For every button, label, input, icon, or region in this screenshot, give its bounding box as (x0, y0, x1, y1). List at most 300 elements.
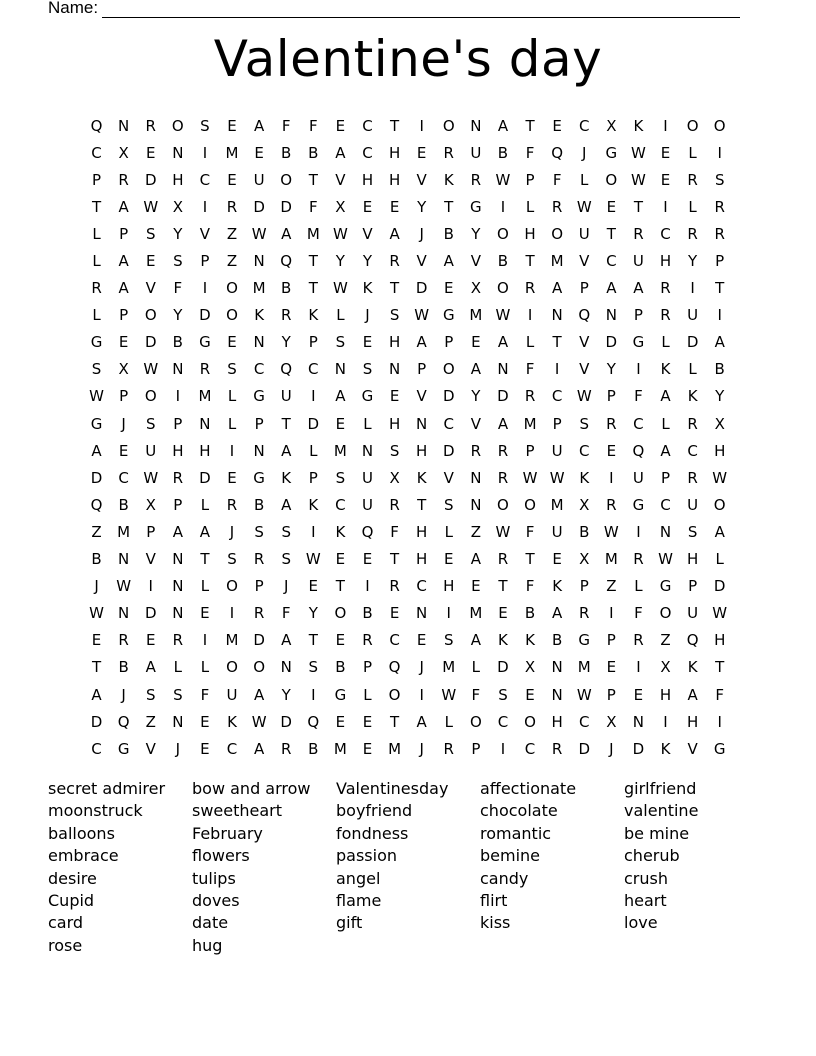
grid-letter[interactable]: R (280, 306, 292, 325)
grid-letter[interactable]: E (362, 712, 373, 731)
grid-letter[interactable]: V (416, 252, 427, 271)
grid-letter[interactable]: X (172, 197, 183, 216)
grid-letter[interactable]: C (660, 224, 671, 243)
grid-letter[interactable]: P (525, 441, 535, 460)
grid-letter[interactable]: X (118, 143, 129, 162)
grid-letter[interactable]: L (525, 197, 535, 216)
grid-letter[interactable]: C (199, 170, 211, 189)
grid-letter[interactable]: T (308, 170, 318, 189)
grid-letter[interactable]: V (470, 414, 481, 433)
grid-letter[interactable]: E (498, 604, 508, 623)
grid-letter[interactable]: Z (226, 252, 238, 271)
grid-letter[interactable]: Q (90, 116, 103, 135)
grid-letter[interactable]: W (522, 468, 538, 487)
grid-letter[interactable]: S (227, 550, 237, 569)
grid-letter[interactable]: A (687, 685, 698, 704)
grid-letter[interactable]: X (524, 658, 536, 677)
grid-letter[interactable]: N (172, 143, 184, 162)
grid-letter[interactable]: J (283, 577, 289, 596)
grid-letter[interactable]: U (145, 441, 157, 460)
grid-letter[interactable]: U (687, 495, 699, 514)
grid-letter[interactable]: I (717, 306, 722, 325)
grid-letter[interactable]: W (576, 685, 592, 704)
grid-letter[interactable]: H (172, 441, 184, 460)
grid-letter[interactable]: N (172, 550, 184, 569)
grid-letter[interactable]: Q (361, 522, 374, 541)
grid-letter[interactable]: Y (417, 197, 427, 216)
grid-letter[interactable]: E (660, 170, 671, 189)
grid-letter[interactable]: U (632, 252, 644, 271)
grid-letter[interactable]: W (549, 468, 565, 487)
grid-letter[interactable]: I (663, 197, 668, 216)
grid-letter[interactable]: W (143, 197, 159, 216)
grid-letter[interactable]: T (525, 116, 535, 135)
grid-letter[interactable]: N (416, 604, 428, 623)
grid-letter[interactable]: H (388, 170, 401, 189)
grid-letter[interactable]: K (525, 631, 535, 650)
grid-letter[interactable]: R (633, 631, 644, 650)
grid-letter[interactable]: K (362, 279, 373, 298)
grid-letter[interactable]: S (254, 522, 264, 541)
grid-letter[interactable]: P (606, 685, 616, 704)
grid-letter[interactable]: O (659, 604, 672, 623)
grid-letter[interactable]: C (362, 116, 373, 135)
grid-letter[interactable]: E (227, 333, 237, 352)
grid-letter[interactable]: X (579, 550, 590, 569)
grid-letter[interactable]: J (582, 143, 587, 162)
grid-letter[interactable]: T (606, 224, 616, 243)
grid-letter[interactable]: R (633, 224, 644, 243)
grid-letter[interactable]: P (146, 522, 156, 541)
grid-letter[interactable]: O (226, 658, 238, 677)
grid-letter[interactable]: Y (688, 252, 698, 271)
grid-letter[interactable]: C (362, 143, 373, 162)
grid-letter[interactable]: T (91, 658, 102, 677)
grid-letter[interactable]: V (443, 468, 454, 487)
grid-letter[interactable]: Y (335, 252, 345, 271)
grid-letter[interactable]: R (443, 739, 454, 758)
grid-letter[interactable]: M (198, 387, 212, 406)
grid-letter[interactable]: B (443, 224, 454, 243)
grid-letter[interactable]: V (199, 224, 211, 243)
grid-letter[interactable]: G (334, 685, 347, 704)
grid-letter[interactable]: E (471, 577, 481, 596)
grid-letter[interactable]: I (311, 522, 316, 541)
grid-letter[interactable]: A (497, 333, 509, 352)
grid-letter[interactable]: F (525, 577, 535, 596)
grid-letter[interactable]: P (606, 387, 616, 406)
grid-letter[interactable]: E (308, 577, 319, 596)
grid-letter[interactable]: L (471, 658, 481, 677)
grid-letter[interactable]: N (253, 441, 265, 460)
grid-letter[interactable]: K (498, 631, 508, 650)
grid-letter[interactable]: X (335, 197, 346, 216)
grid-letter[interactable]: R (497, 550, 509, 569)
grid-letter[interactable]: P (308, 468, 318, 487)
grid-letter[interactable]: S (145, 414, 156, 433)
grid-letter[interactable]: M (333, 739, 347, 758)
grid-letter[interactable]: N (659, 522, 672, 541)
grid-letter[interactable]: X (470, 279, 481, 298)
name-line[interactable] (102, 1, 740, 18)
grid-letter[interactable]: W (576, 197, 592, 216)
grid-letter[interactable]: E (606, 441, 617, 460)
grid-letter[interactable]: L (580, 170, 589, 189)
grid-letter[interactable]: D (442, 441, 455, 460)
grid-letter[interactable]: U (687, 604, 699, 623)
grid-letter[interactable]: I (311, 387, 316, 406)
grid-letter[interactable]: D (199, 468, 211, 487)
grid-letter[interactable]: J (121, 414, 126, 433)
grid-letter[interactable]: J (419, 224, 424, 243)
grid-letter[interactable]: L (200, 658, 210, 677)
grid-letter[interactable]: A (470, 631, 481, 650)
grid-letter[interactable]: P (254, 577, 264, 596)
grid-letter[interactable]: Y (308, 604, 318, 623)
grid-letter[interactable]: M (117, 522, 131, 541)
grid-letter[interactable]: C (389, 631, 400, 650)
grid-letter[interactable]: R (389, 495, 400, 514)
grid-letter[interactable]: F (634, 387, 643, 406)
grid-letter[interactable]: E (335, 550, 346, 569)
grid-letter[interactable]: Y (362, 252, 373, 271)
grid-letter[interactable]: U (361, 495, 373, 514)
grid-letter[interactable]: A (443, 252, 454, 271)
grid-letter[interactable]: L (92, 306, 101, 325)
grid-letter[interactable]: K (660, 360, 671, 379)
grid-letter[interactable]: E (660, 143, 671, 162)
grid-letter[interactable]: H (714, 441, 726, 460)
grid-letter[interactable]: L (444, 712, 453, 731)
grid-letter[interactable]: P (444, 333, 454, 352)
grid-letter[interactable]: R (606, 414, 617, 433)
grid-letter[interactable]: J (365, 306, 370, 325)
grid-letter[interactable]: V (416, 387, 427, 406)
grid-letter[interactable]: W (332, 224, 348, 243)
grid-letter[interactable]: N (118, 116, 130, 135)
grid-letter[interactable]: L (525, 333, 535, 352)
grid-letter[interactable]: C (335, 495, 346, 514)
grid-letter[interactable]: R (199, 360, 211, 379)
grid-letter[interactable]: I (419, 685, 424, 704)
grid-letter[interactable]: N (253, 252, 265, 271)
grid-letter[interactable]: E (471, 333, 481, 352)
grid-letter[interactable]: N (172, 577, 184, 596)
grid-letter[interactable]: H (686, 550, 699, 569)
grid-letter[interactable]: V (335, 170, 346, 189)
grid-letter[interactable]: V (687, 739, 698, 758)
grid-letter[interactable]: C (687, 441, 698, 460)
grid-letter[interactable]: U (632, 468, 644, 487)
grid-letter[interactable]: T (715, 279, 725, 298)
grid-letter[interactable]: K (687, 387, 698, 406)
grid-letter[interactable]: W (631, 170, 646, 189)
grid-letter[interactable]: A (335, 387, 346, 406)
grid-letter[interactable]: S (335, 468, 346, 487)
grid-letter[interactable]: N (172, 604, 184, 623)
grid-letter[interactable]: B (91, 550, 102, 569)
grid-letter[interactable]: L (634, 577, 643, 596)
grid-letter[interactable]: Q (388, 658, 401, 677)
grid-letter[interactable]: F (200, 685, 210, 704)
grid-letter[interactable]: I (500, 739, 506, 758)
grid-letter[interactable]: Z (145, 712, 156, 731)
grid-letter[interactable]: P (173, 495, 183, 514)
grid-letter[interactable]: I (419, 116, 424, 135)
grid-letter[interactable]: J (419, 739, 424, 758)
grid-letter[interactable]: M (388, 739, 402, 758)
grid-letter[interactable]: I (636, 522, 641, 541)
grid-letter[interactable]: A (172, 522, 183, 541)
grid-letter[interactable]: P (715, 252, 725, 271)
grid-letter[interactable]: E (227, 468, 237, 487)
grid-letter[interactable]: M (306, 224, 320, 243)
grid-letter[interactable]: R (687, 170, 698, 189)
grid-letter[interactable]: E (362, 197, 373, 216)
grid-letter[interactable]: S (281, 522, 291, 541)
grid-letter[interactable]: M (225, 143, 239, 162)
grid-letter[interactable]: R (524, 387, 536, 406)
grid-letter[interactable]: Z (606, 577, 617, 596)
grid-letter[interactable]: E (389, 197, 400, 216)
grid-letter[interactable]: R (579, 604, 590, 623)
grid-letter[interactable]: I (202, 197, 208, 216)
grid-letter[interactable]: L (363, 414, 372, 433)
grid-letter[interactable]: C (118, 468, 129, 487)
grid-letter[interactable]: Q (578, 306, 591, 325)
grid-letter[interactable]: U (361, 468, 373, 487)
grid-letter[interactable]: C (91, 143, 102, 162)
grid-letter[interactable]: I (229, 441, 235, 460)
grid-letter[interactable]: S (145, 685, 156, 704)
grid-letter[interactable]: S (91, 360, 102, 379)
grid-letter[interactable]: N (416, 414, 428, 433)
grid-letter[interactable]: D (632, 739, 645, 758)
grid-letter[interactable]: H (659, 685, 672, 704)
grid-letter[interactable]: B (579, 522, 590, 541)
grid-letter[interactable]: A (281, 631, 292, 650)
grid-letter[interactable]: E (552, 550, 562, 569)
grid-letter[interactable]: Q (307, 712, 320, 731)
grid-letter[interactable]: N (253, 333, 265, 352)
grid-letter[interactable]: N (551, 685, 563, 704)
grid-letter[interactable]: E (118, 333, 129, 352)
grid-letter[interactable]: C (91, 739, 102, 758)
grid-letter[interactable]: D (578, 739, 591, 758)
grid-letter[interactable]: C (416, 577, 427, 596)
grid-letter[interactable]: G (117, 739, 130, 758)
grid-letter[interactable]: R (714, 197, 725, 216)
grid-letter[interactable]: R (145, 116, 156, 135)
grid-letter[interactable]: O (442, 360, 455, 379)
grid-letter[interactable]: H (659, 252, 672, 271)
grid-letter[interactable]: R (389, 577, 400, 596)
grid-letter[interactable]: B (118, 495, 129, 514)
grid-letter[interactable]: J (94, 577, 99, 596)
grid-letter[interactable]: Y (173, 306, 183, 325)
grid-letter[interactable]: W (143, 468, 159, 487)
grid-letter[interactable]: J (609, 739, 614, 758)
grid-letter[interactable]: R (497, 441, 509, 460)
grid-letter[interactable]: G (632, 333, 645, 352)
grid-letter[interactable]: D (442, 387, 455, 406)
grid-letter[interactable]: K (633, 116, 644, 135)
grid-letter[interactable]: W (495, 170, 511, 189)
grid-letter[interactable]: F (390, 522, 399, 541)
grid-letter[interactable]: R (714, 224, 725, 243)
grid-letter[interactable]: R (253, 604, 265, 623)
grid-letter[interactable]: E (335, 631, 346, 650)
grid-letter[interactable]: K (281, 468, 292, 487)
grid-letter[interactable]: F (308, 197, 318, 216)
grid-letter[interactable]: W (143, 360, 159, 379)
grid-letter[interactable]: R (443, 143, 454, 162)
grid-letter[interactable]: X (145, 495, 156, 514)
grid-letter[interactable]: N (470, 495, 482, 514)
grid-letter[interactable]: S (444, 631, 454, 650)
grid-letter[interactable]: V (416, 170, 427, 189)
grid-letter[interactable]: A (389, 224, 400, 243)
grid-letter[interactable]: I (446, 604, 451, 623)
grid-letter[interactable]: R (660, 306, 671, 325)
grid-letter[interactable]: H (388, 143, 401, 162)
grid-letter[interactable]: M (252, 279, 266, 298)
grid-letter[interactable]: R (172, 468, 184, 487)
grid-letter[interactable]: B (308, 739, 319, 758)
grid-letter[interactable]: S (579, 414, 589, 433)
grid-letter[interactable]: C (443, 414, 454, 433)
grid-letter[interactable]: T (633, 197, 643, 216)
grid-letter[interactable]: E (606, 197, 617, 216)
grid-letter[interactable]: O (171, 116, 184, 135)
grid-letter[interactable]: A (145, 658, 156, 677)
grid-letter[interactable]: A (606, 279, 617, 298)
grid-letter[interactable]: P (688, 577, 698, 596)
grid-letter[interactable]: O (497, 495, 509, 514)
grid-letter[interactable]: M (225, 631, 239, 650)
grid-letter[interactable]: Q (632, 441, 645, 460)
grid-letter[interactable]: D (144, 333, 157, 352)
grid-letter[interactable]: E (145, 252, 156, 271)
grid-letter[interactable]: G (90, 333, 103, 352)
grid-letter[interactable]: E (606, 658, 617, 677)
grid-letter[interactable]: O (686, 116, 699, 135)
grid-letter[interactable]: O (605, 170, 618, 189)
grid-letter[interactable]: E (362, 550, 373, 569)
grid-letter[interactable]: K (254, 306, 265, 325)
grid-letter[interactable]: E (227, 170, 237, 189)
grid-letter[interactable]: B (551, 631, 563, 650)
grid-letter[interactable]: I (202, 143, 208, 162)
grid-letter[interactable]: N (497, 360, 509, 379)
grid-letter[interactable]: N (334, 360, 346, 379)
grid-letter[interactable]: P (119, 306, 129, 325)
grid-letter[interactable]: O (226, 279, 238, 298)
grid-letter[interactable]: V (145, 550, 156, 569)
grid-letter[interactable]: P (92, 170, 102, 189)
grid-letter[interactable]: L (336, 306, 345, 325)
grid-letter[interactable]: T (281, 414, 291, 433)
grid-letter[interactable]: S (200, 116, 210, 135)
grid-letter[interactable]: I (609, 468, 614, 487)
grid-letter[interactable]: E (444, 550, 454, 569)
grid-letter[interactable]: H (416, 550, 428, 569)
grid-letter[interactable]: N (361, 441, 374, 460)
grid-letter[interactable]: K (227, 712, 237, 731)
grid-letter[interactable]: P (417, 360, 427, 379)
grid-letter[interactable]: T (715, 658, 725, 677)
grid-letter[interactable]: J (229, 522, 235, 541)
grid-letter[interactable]: M (469, 604, 483, 623)
grid-letter[interactable]: T (444, 197, 454, 216)
grid-letter[interactable]: A (118, 197, 129, 216)
grid-letter[interactable]: D (90, 468, 103, 487)
grid-letter[interactable]: U (578, 224, 590, 243)
grid-letter[interactable]: L (661, 333, 670, 352)
grid-letter[interactable]: R (551, 197, 563, 216)
grid-letter[interactable]: M (550, 495, 564, 514)
grid-letter[interactable]: W (441, 685, 457, 704)
grid-letter[interactable]: X (606, 116, 617, 135)
grid-letter[interactable]: O (713, 116, 726, 135)
grid-letter[interactable]: E (145, 143, 156, 162)
grid-letter[interactable]: P (579, 577, 589, 596)
grid-letter[interactable]: O (144, 387, 157, 406)
grid-letter[interactable]: W (712, 604, 728, 623)
grid-letter[interactable]: A (497, 116, 509, 135)
grid-letter[interactable]: E (525, 685, 535, 704)
grid-letter[interactable]: I (202, 631, 208, 650)
grid-letter[interactable]: Q (90, 495, 103, 514)
grid-letter[interactable]: S (389, 306, 400, 325)
grid-letter[interactable]: C (497, 712, 509, 731)
grid-letter[interactable]: E (335, 414, 346, 433)
grid-letter[interactable]: E (389, 604, 400, 623)
grid-letter[interactable]: H (443, 577, 455, 596)
grid-letter[interactable]: R (687, 224, 698, 243)
grid-letter[interactable]: F (281, 604, 291, 623)
grid-letter[interactable]: N (280, 658, 292, 677)
grid-letter[interactable]: I (636, 658, 641, 677)
grid-letter[interactable]: Y (471, 224, 481, 243)
grid-letter[interactable]: G (442, 306, 455, 325)
grid-letter[interactable]: H (388, 414, 401, 433)
grid-letter[interactable]: A (497, 414, 509, 433)
grid-letter[interactable]: X (579, 495, 590, 514)
grid-letter[interactable]: C (660, 495, 671, 514)
grid-letter[interactable]: E (227, 116, 237, 135)
grid-letter[interactable]: Y (281, 333, 291, 352)
grid-letter[interactable]: E (416, 631, 427, 650)
grid-letter[interactable]: Y (606, 360, 616, 379)
grid-letter[interactable]: B (308, 143, 319, 162)
grid-letter[interactable]: B (714, 360, 725, 379)
grid-letter[interactable]: S (308, 658, 319, 677)
grid-letter[interactable]: N (470, 116, 482, 135)
grid-letter[interactable]: H (524, 224, 536, 243)
grid-letter[interactable]: A (91, 685, 102, 704)
grid-letter[interactable]: U (280, 387, 292, 406)
grid-letter[interactable]: R (687, 468, 698, 487)
grid-letter[interactable]: P (362, 658, 372, 677)
grid-letter[interactable]: C (551, 387, 563, 406)
grid-letter[interactable]: S (145, 224, 156, 243)
grid-letter[interactable]: C (606, 252, 617, 271)
grid-letter[interactable]: Y (281, 685, 291, 704)
grid-letter[interactable]: Q (280, 252, 293, 271)
grid-letter[interactable]: X (389, 468, 400, 487)
grid-letter[interactable]: P (606, 631, 616, 650)
